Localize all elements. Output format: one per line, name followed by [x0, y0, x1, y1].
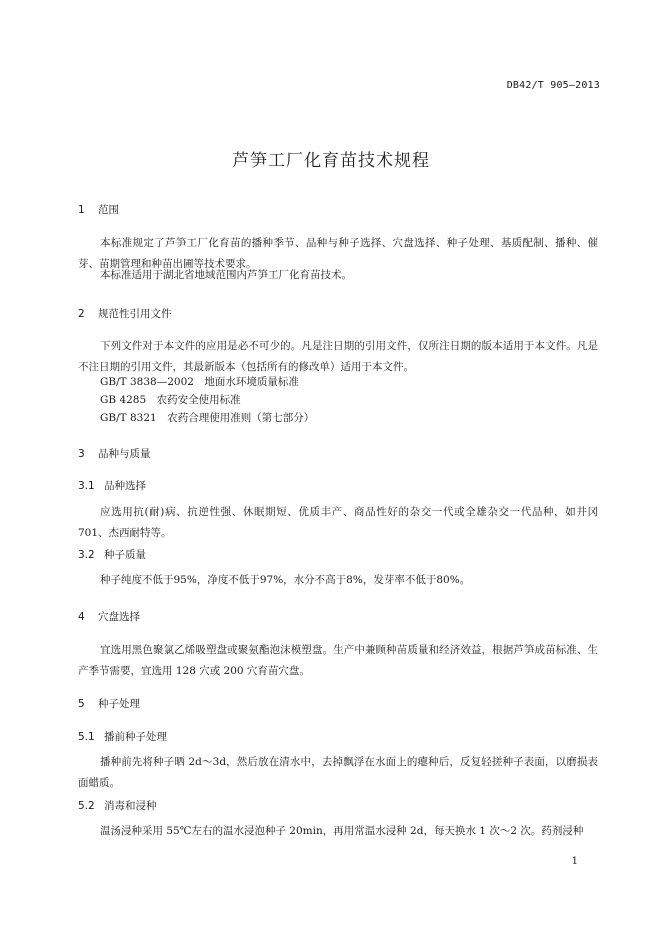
- section-number: 5.1: [78, 731, 95, 743]
- section-5-2-heading: [78, 798, 157, 813]
- paragraph: 本标准规定了芦笋工厂化育苗的播种季节、品种与种子选择、穴盘选择、种子处理、基质配制、播种、催芽、苗期管理和种苗出圃等技术要求。: [78, 237, 598, 270]
- section-number: 1: [78, 204, 85, 216]
- section-number: 3: [78, 448, 85, 460]
- section-title: 种子质量: [104, 549, 146, 561]
- section-3-2-heading: [78, 547, 146, 562]
- section-title: 规范性引用文件: [98, 308, 172, 320]
- section-number: 3.1: [78, 480, 95, 492]
- normative-reference: GB 4285 农药安全使用标准: [100, 394, 241, 406]
- paragraph: 下列文件对于本文件的应用是必不可少的。凡是注日期的引用文件，仅所注日期的版本适用于本文件。凡是不注日期的引用文件，其最新版本（包括所有的修改单）适用于本文件。: [78, 340, 598, 373]
- normative-reference: GB/T 8321 农药合理使用准则（第七部分）: [100, 412, 315, 424]
- paragraph: 播种前先将种子晒 2d～3d，然后放在清水中，去掉飘浮在水面上的瘪种后，反复轻搓种子表面，以磨损表面蜡质。: [78, 756, 598, 789]
- section-title: 范围: [98, 204, 119, 216]
- section-number: 2: [78, 308, 85, 320]
- section-3-1-heading: [78, 478, 146, 493]
- section-4-heading: [78, 609, 140, 624]
- section-number: 5: [78, 698, 85, 710]
- section-3-heading: [78, 446, 151, 461]
- paragraph: 宜选用黑色聚氯乙烯吸塑盘或聚氨酯泡沫模塑盘。生产中兼顾种苗质量和经济效益，根据芦笋成苗标准、生产季节需要，宜选用 128 穴或 200 穴育苗穴盘。: [78, 644, 598, 677]
- standard-code: DB42/T 905—2013: [506, 80, 600, 91]
- section-title: 品种选择: [104, 480, 146, 492]
- section-title: 穴盘选择: [98, 611, 140, 623]
- paragraph: 温汤浸种采用 55℃左右的温水浸泡种子 20min，再用常温水浸种 2d，每天换水 1 次～2 次。药剂浸种: [100, 825, 584, 837]
- paragraph: 应选用抗(耐)病、抗逆性强、休眠期短、优质丰产、商品性好的杂交一代或全雄杂交一代品种，如井冈 701、杰西耐特等。: [78, 506, 598, 539]
- paragraph: 种子纯度不低于95%，净度不低于97%，水分不高于8%，发芽率不低于80%。: [100, 574, 471, 586]
- normative-reference: GB/T 3838—2002 地面水环境质量标准: [100, 376, 299, 388]
- section-title: 种子处理: [98, 698, 140, 710]
- section-5-heading: [78, 696, 140, 711]
- section-1-heading: [78, 202, 119, 217]
- section-title: 品种与质量: [98, 448, 151, 460]
- page-number: 1: [571, 856, 578, 867]
- section-2-heading: [78, 306, 172, 321]
- section-title: 播前种子处理: [104, 731, 167, 743]
- paragraph: 本标准适用于湖北省地域范围内芦笋工厂化育苗技术。: [100, 269, 352, 281]
- section-number: 3.2: [78, 549, 95, 561]
- section-5-1-heading: [78, 729, 167, 744]
- section-title: 消毒和浸种: [104, 800, 157, 812]
- document-title: 芦笋工厂化育苗技术规程: [232, 151, 430, 171]
- section-number: 5.2: [78, 800, 95, 812]
- section-number: 4: [78, 611, 85, 623]
